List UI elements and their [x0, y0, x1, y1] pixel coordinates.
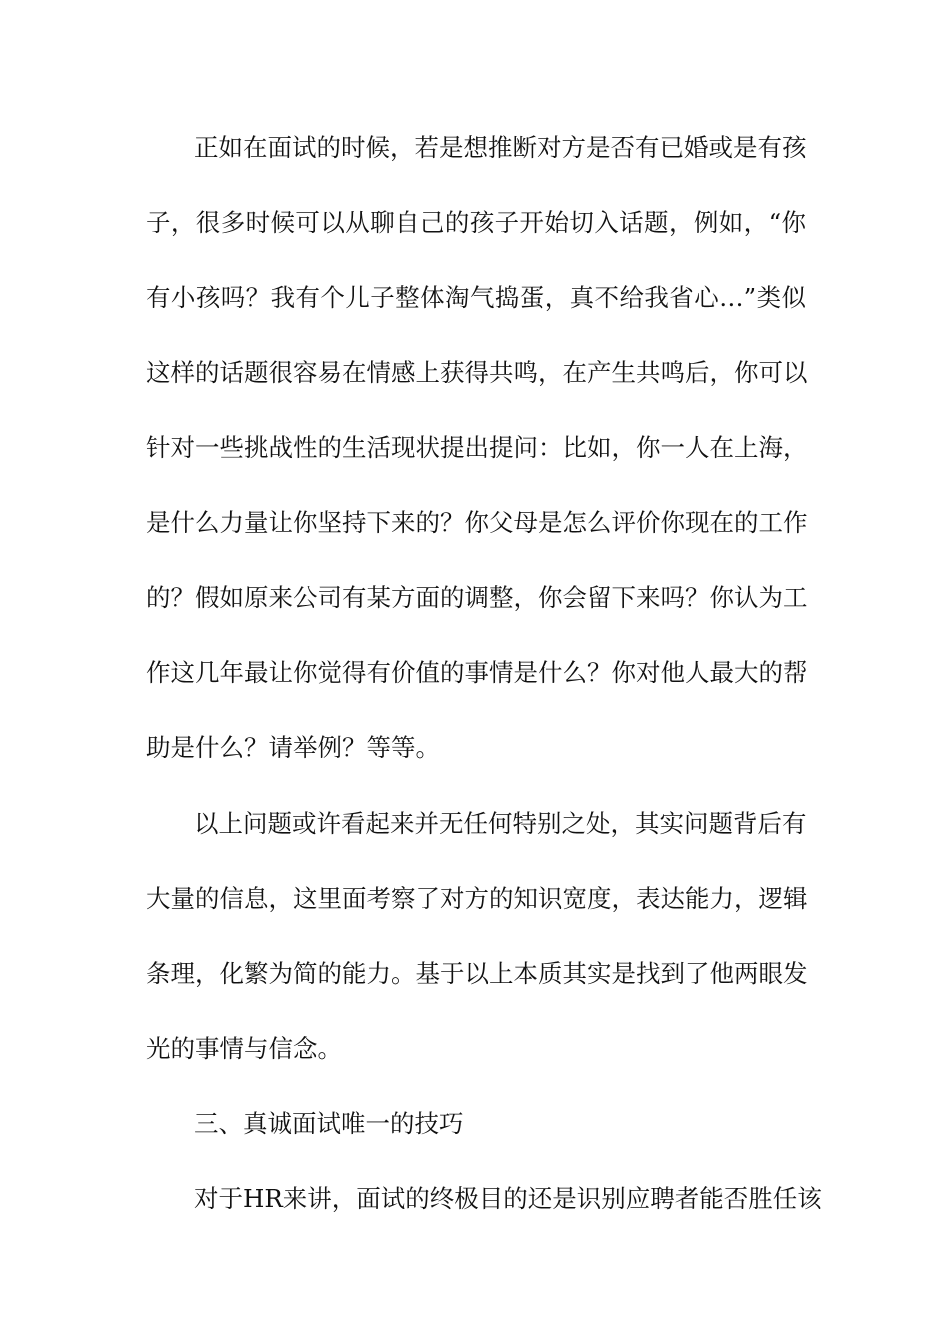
- paragraph-3-line-1: 对于HR来讲，面试的终极目的还是识别应聘者能否胜任该: [194, 1184, 822, 1213]
- paragraph-2-line-1: 以上问题或许看起来并无任何特别之处，其实问题背后有: [194, 809, 807, 838]
- paragraph-2-line-3: 条理，化繁为简的能力。基于以上本质其实是找到了他两眼发: [146, 959, 808, 988]
- paragraph-1-line-7: 的？假如原来公司有某方面的调整，你会留下来吗？你认为工: [146, 583, 808, 612]
- paragraph-1-line-8: 作这几年最让你觉得有价值的事情是什么？你对他人最大的帮: [146, 658, 808, 687]
- paragraph-1-line-1: 正如在面试的时候，若是想推断对方是否有已婚或是有孩: [194, 133, 807, 162]
- paragraph-1-line-3: 有小孩吗？我有个儿子整体淘气捣蛋，真不给我省心…”类似: [146, 283, 806, 312]
- paragraph-1-line-6: 是什么力量让你坚持下来的？你父母是怎么评价你现在的工作: [146, 508, 808, 537]
- paragraph-1-line-4: 这样的话题很容易在情感上获得共鸣，在产生共鸣后，你可以: [146, 358, 808, 387]
- paragraph-1-line-9: 助是什么？请举例？等等。: [146, 733, 440, 762]
- section-heading: 三、真诚面试唯一的技巧: [194, 1109, 464, 1138]
- paragraph-2-line-4: 光的事情与信念。: [146, 1034, 342, 1063]
- paragraph-1-line-2: 子，很多时候可以从聊自己的孩子开始切入话题，例如，“你: [146, 208, 806, 237]
- paragraph-1-line-5: 针对一些挑战性的生活现状提出提问：比如，你一人在上海，: [146, 433, 808, 462]
- paragraph-2-line-2: 大量的信息，这里面考察了对方的知识宽度，表达能力，逻辑: [146, 884, 808, 913]
